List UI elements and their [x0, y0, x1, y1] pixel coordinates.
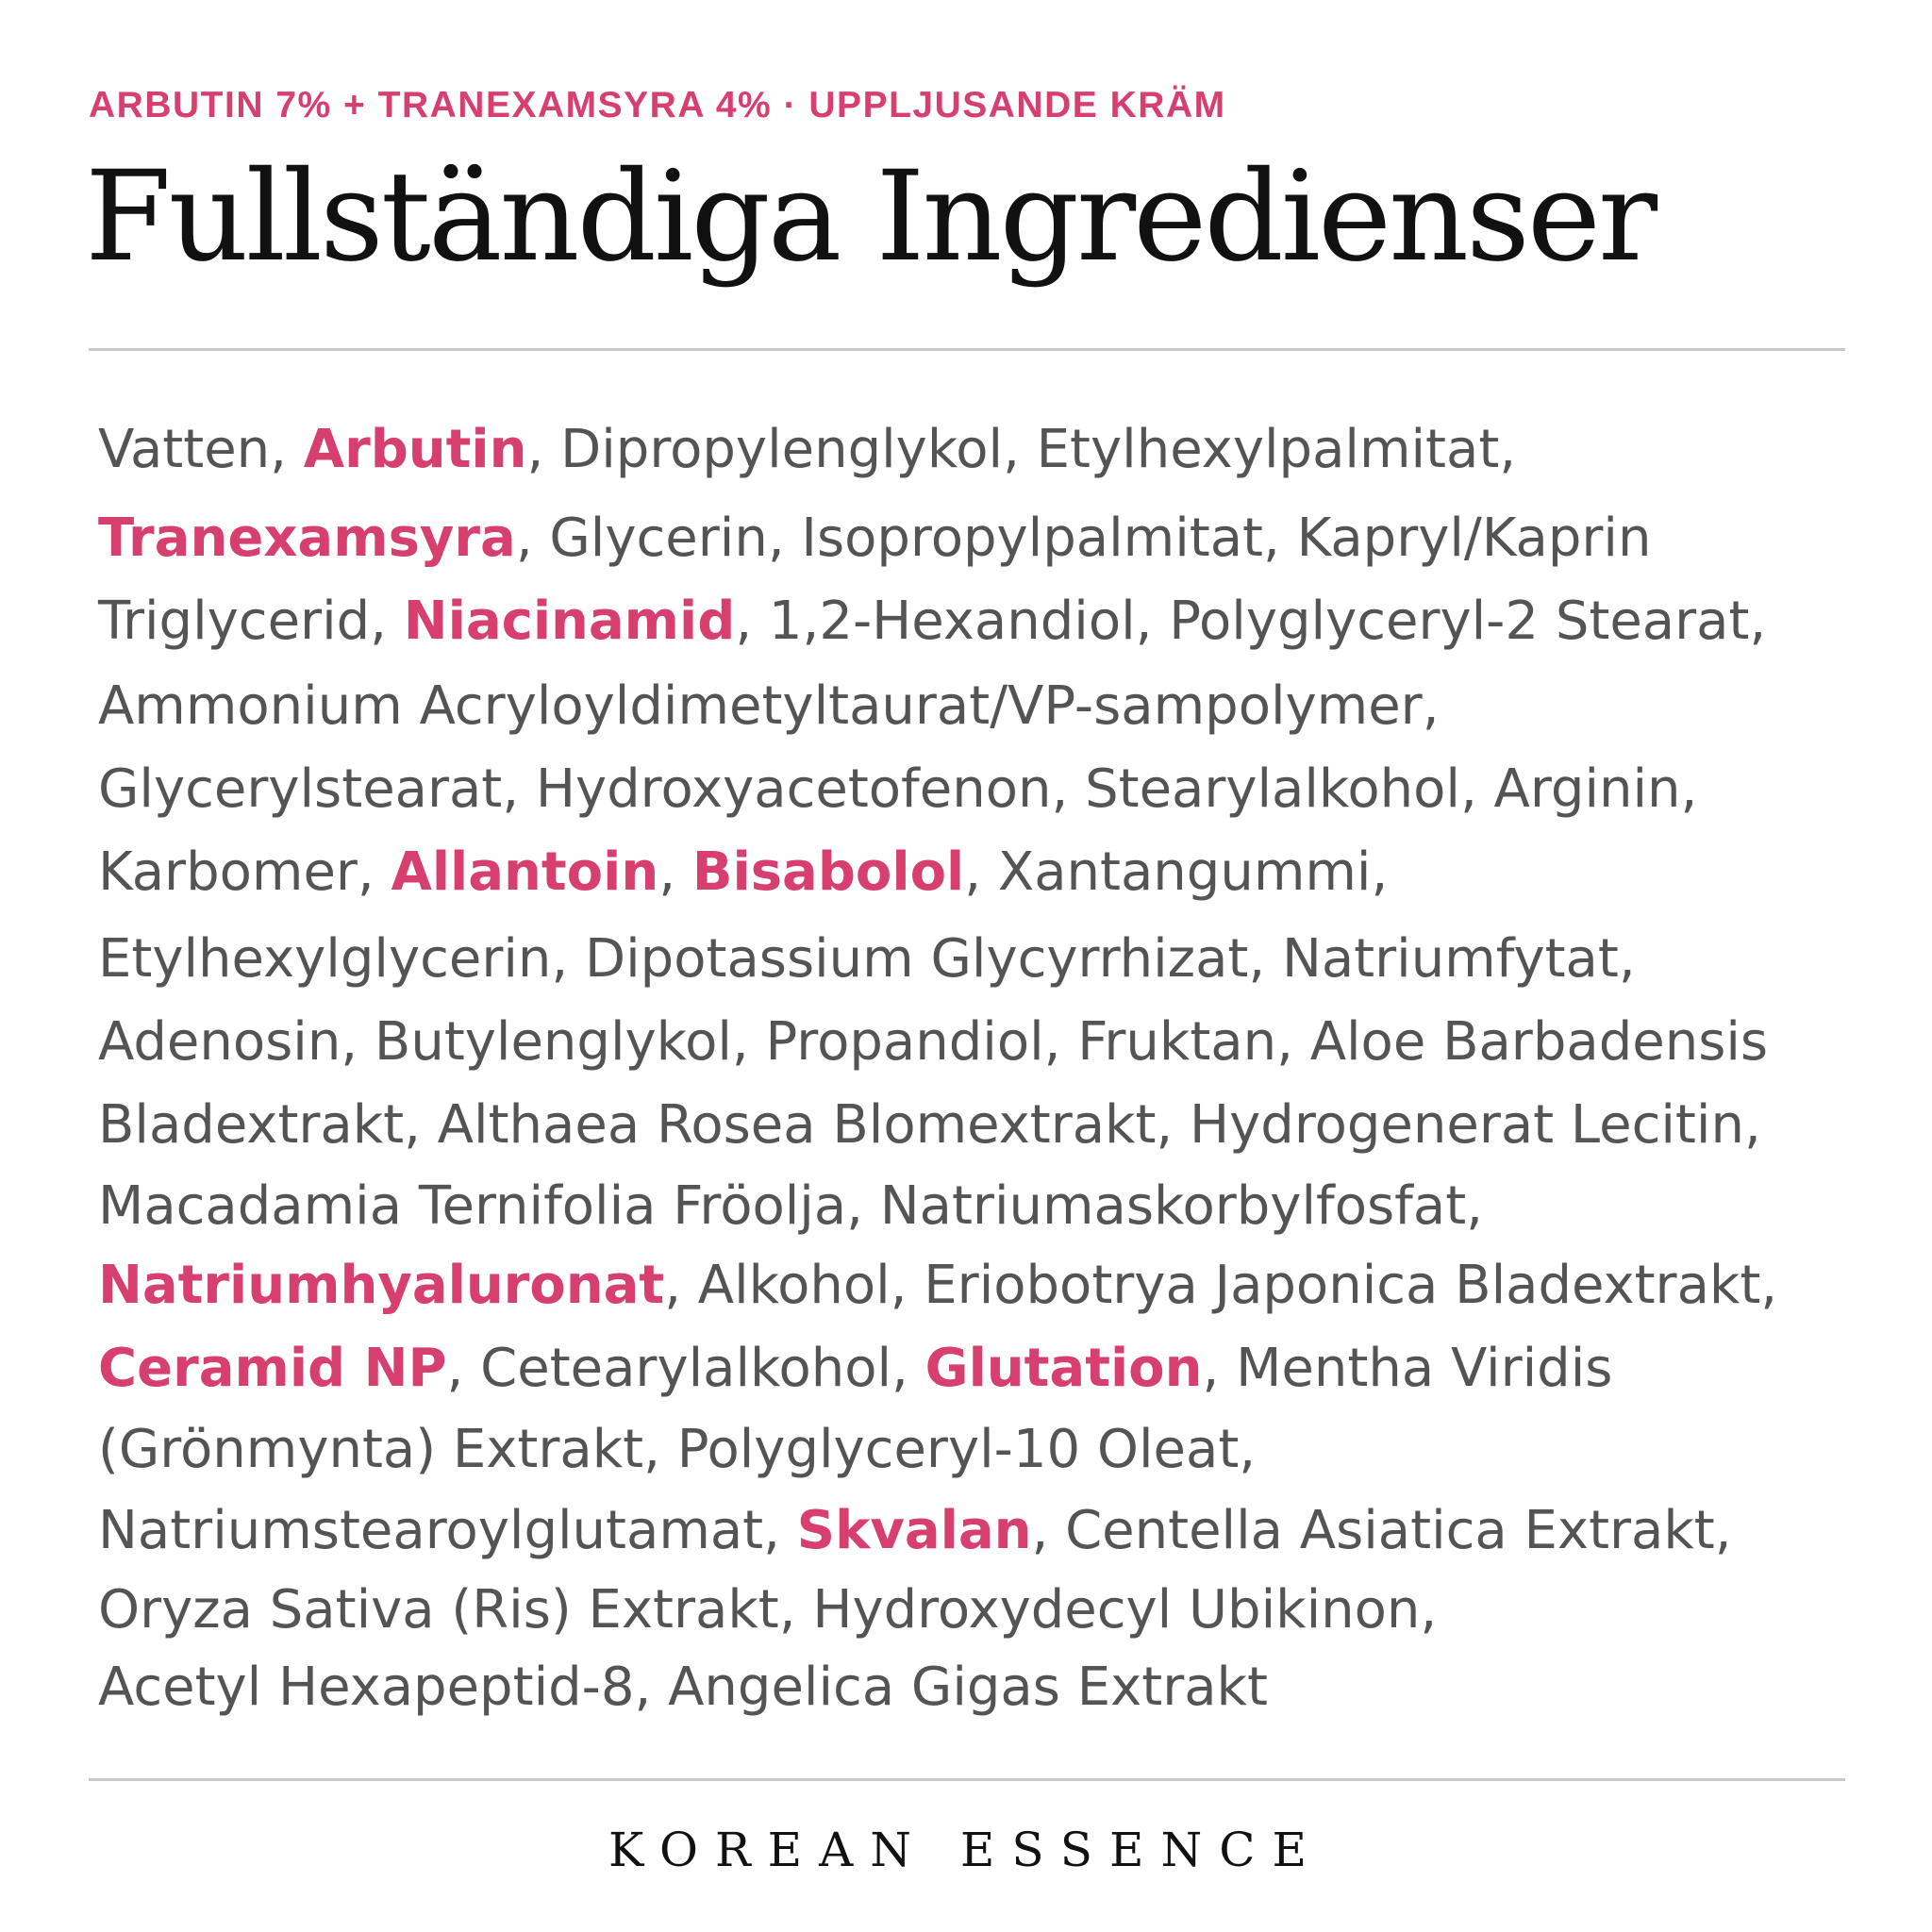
ingredient-line: [98, 1417, 1256, 1483]
ingredient-line: [98, 1253, 1777, 1319]
ingredient-text: , Dipropylenglykol, Etylhexylpalmitat,: [526, 419, 1517, 480]
ingredient-line: [98, 589, 1766, 655]
key-ingredient: Arbutin: [303, 419, 527, 480]
ingredient-line: [98, 1577, 1437, 1643]
ingredient-text: Triglycerid,: [98, 591, 404, 652]
ingredient-text: Acetyl Hexapeptid-8, Angelica Gigas Extrakt: [98, 1657, 1268, 1718]
bottom-divider: [89, 1778, 1845, 1781]
ingredient-text: Karbomer,: [98, 841, 391, 903]
top-divider: [89, 348, 1845, 351]
ingredient-line: [98, 1092, 1761, 1158]
ingredient-text: , Cetearylalkohol,: [446, 1338, 925, 1399]
ingredient-line: [98, 1009, 1768, 1075]
key-ingredient: Bisabolol: [691, 841, 965, 903]
ingredient-line: [98, 506, 1651, 572]
ingredient-text: Oryza Sativa (Ris) Extrakt, Hydroxydecyl Ubikinon,: [98, 1579, 1438, 1641]
key-ingredient: Skvalan: [796, 1500, 1032, 1561]
key-ingredient: Niacinamid: [403, 591, 736, 652]
ingredient-text: , Mentha Viridis: [1202, 1338, 1613, 1399]
key-ingredient: Natriumhyaluronat: [98, 1255, 665, 1316]
key-ingredient: Glutation: [924, 1338, 1203, 1399]
ingredient-text: (Grönmynta) Extrakt, Polyglyceryl-10 Oleat,: [98, 1419, 1257, 1480]
ingredient-line: [98, 1655, 1268, 1721]
product-subtitle: ARBUTIN 7% + TRANEXAMSYRA 4% · UPPLJUSANDE KRÄM: [89, 85, 1226, 125]
ingredient-line: [98, 1174, 1483, 1240]
ingredient-text: ,: [658, 841, 692, 903]
ingredient-text: Bladextrakt, Althaea Rosea Blomextrakt, Hydrogenerat Lecitin,: [98, 1094, 1761, 1156]
ingredient-text: Macadamia Ternifolia Fröolja, Natriumaskorbylfosfat,: [98, 1175, 1483, 1237]
ingredient-text: Vatten,: [98, 419, 304, 480]
ingredient-line: [98, 417, 1516, 483]
ingredient-text: Natriumstearoylglutamat,: [98, 1500, 797, 1561]
ingredient-line: [98, 840, 1388, 906]
ingredient-text: , Alkohol, Eriobotrya Japonica Bladextrakt,: [664, 1255, 1778, 1316]
key-ingredient: Allantoin: [391, 841, 659, 903]
ingredient-text: , Glycerin, Isopropylpalmitat, Kapryl/Kaprin: [515, 508, 1652, 569]
ingredient-line: [98, 674, 1440, 740]
page-title: Fullständiga Ingredienser: [85, 144, 1656, 290]
ingredient-line: [98, 926, 1636, 992]
key-ingredient: Tranexamsyra: [98, 508, 516, 569]
brand-name: KOREAN ESSENCE: [608, 1823, 1324, 1877]
ingredient-text: , Centella Asiatica Extrakt,: [1031, 1500, 1732, 1561]
ingredient-text: Glycerylstearat, Hydroxyacetofenon, Stearylalkohol, Arginin,: [98, 758, 1698, 820]
ingredient-line: [98, 1336, 1612, 1402]
ingredient-line: [98, 757, 1697, 823]
ingredient-text: , Xantangummi,: [964, 841, 1389, 903]
ingredient-text: , 1,2-Hexandiol, Polyglyceryl-2 Stearat,: [735, 591, 1767, 652]
ingredient-text: Etylhexylglycerin, Dipotassium Glycyrrhizat, Natriumfytat,: [98, 928, 1636, 990]
key-ingredient: Ceramid NP: [98, 1338, 447, 1399]
ingredient-text: Adenosin, Butylenglykol, Propandiol, Fruktan, Aloe Barbadensis: [98, 1011, 1769, 1073]
ingredient-line: [98, 1498, 1732, 1564]
ingredient-text: Ammonium Acryloyldimetyltaurat/VP-sampolymer,: [98, 675, 1440, 737]
